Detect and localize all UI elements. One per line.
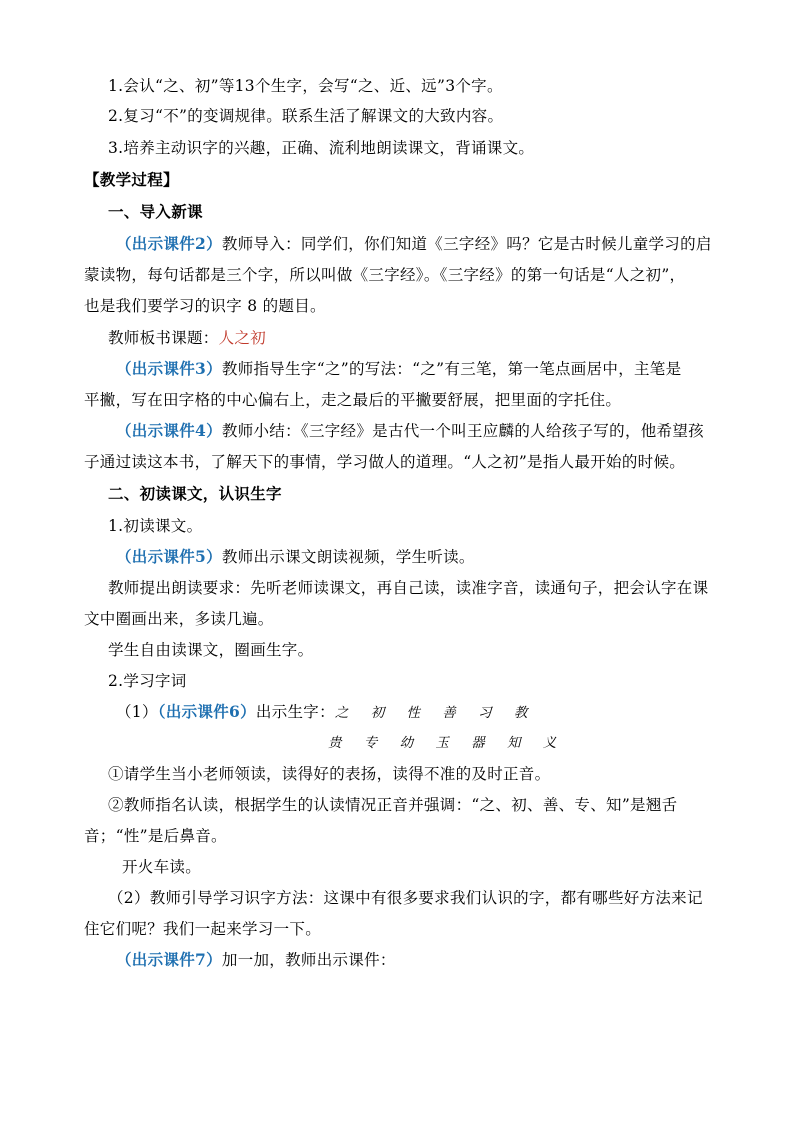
part1-p3-line2: 子通过读这本书，了解天下的事情，学习做人的道理。“人之初”是指人最开始的时候。 (84, 453, 686, 471)
last-cue-line: （出示课件7）加一加，教师出示课件： (116, 950, 396, 969)
step-2-sub1: （1）（出示课件6）出示生字：之 初 性 善 习 教 (116, 702, 537, 721)
method-line2: 住它们呢？我们一起来学习一下。 (84, 920, 322, 938)
courseware-cue: （出示课件6） (157, 702, 256, 721)
courseware-cue: （出示课件2） (116, 234, 222, 253)
courseware-cue: （出示课件5） (116, 547, 222, 566)
objective-1: 1.会认“之、初”等13个生字，会写“之、近、远”3个字。 (108, 77, 503, 95)
step-1: 1.初读课文。 (108, 517, 203, 535)
part1-p1-line3: 也是我们要学习的识字 8 的题目。 (84, 297, 326, 315)
part1-p2-line2: 平撇，写在田字格的中心偏右上，走之最后的平撇要舒展，把里面的字托住。 (84, 391, 622, 409)
step-2: 2.学习字词 (108, 672, 187, 690)
objective-3: 3.培养主动识字的兴趣，正确、流利地朗读课文，背诵课文。 (108, 139, 535, 157)
class-activity-2-line1: ②教师指名认读，根据学生的认读情况正音并强调：“之、初、善、专、知”是翘舌 (108, 796, 678, 814)
part2-heading: 二、初读课文，认识生字 (108, 484, 282, 503)
method-line1: （2）教师引导学习识字方法：这课中有很多要求我们认识的字，都有哪些好方法来记 (108, 889, 703, 907)
board-title: 人之初 (218, 329, 267, 347)
characters-row-1: 之 初 性 善 习 教 (334, 705, 537, 721)
part1-p3-line1: （出示课件4）教师小结：《三字经》是古代一个叫王应麟的人给孩子写的，他希望孩 (116, 421, 704, 440)
class-activity-1: ①请学生当小老师领读，读得好的表扬，读得不准的及时正音。 (108, 765, 551, 783)
objective-2: 2.复习“不”的变调规律。联系生活了解课文的大致内容。 (108, 107, 504, 125)
reading-requirements-line1: 教师提出朗读要求：先听老师读课文，再自己读，读准字音，读通句子，把会认字在课 (108, 579, 709, 597)
part1-heading: 一、导入新课 (108, 202, 203, 221)
train-reading: 开火车读。 (122, 858, 202, 876)
section-header: 【教学过程】 (84, 170, 179, 189)
step-1-cue-line: （出示课件5）教师出示课文朗读视频，学生听读。 (116, 547, 475, 566)
part1-p2-line1: （出示课件3）教师指导生字“之”的写法：“之”有三笔，第一笔点画居中，主笔是 (116, 359, 682, 378)
part1-p1-line1: （出示课件2）教师导入：同学们，你们知道《三字经》吗？它是古时候儿童学习的启 (116, 234, 712, 253)
part1-p1-line2: 蒙读物，每句话都是三个字，所以叫做《三字经》。《三字经》的第一句话是“人之初”， (84, 266, 686, 284)
class-activity-2-line2: 音；“性”是后鼻音。 (84, 827, 227, 845)
courseware-cue: （出示课件4） (116, 421, 222, 440)
board-title-line: 教师板书课题：人之初 (108, 329, 267, 347)
reading-requirements-line2: 文中圈画出来，多读几遍。 (84, 610, 274, 628)
free-reading: 学生自由读课文，圈画生字。 (108, 641, 314, 659)
courseware-cue: （出示课件7） (116, 950, 222, 969)
courseware-cue: （出示课件3） (116, 359, 222, 378)
characters-row-2: 贵 专 幼 玉 器 知 义 (328, 735, 566, 751)
